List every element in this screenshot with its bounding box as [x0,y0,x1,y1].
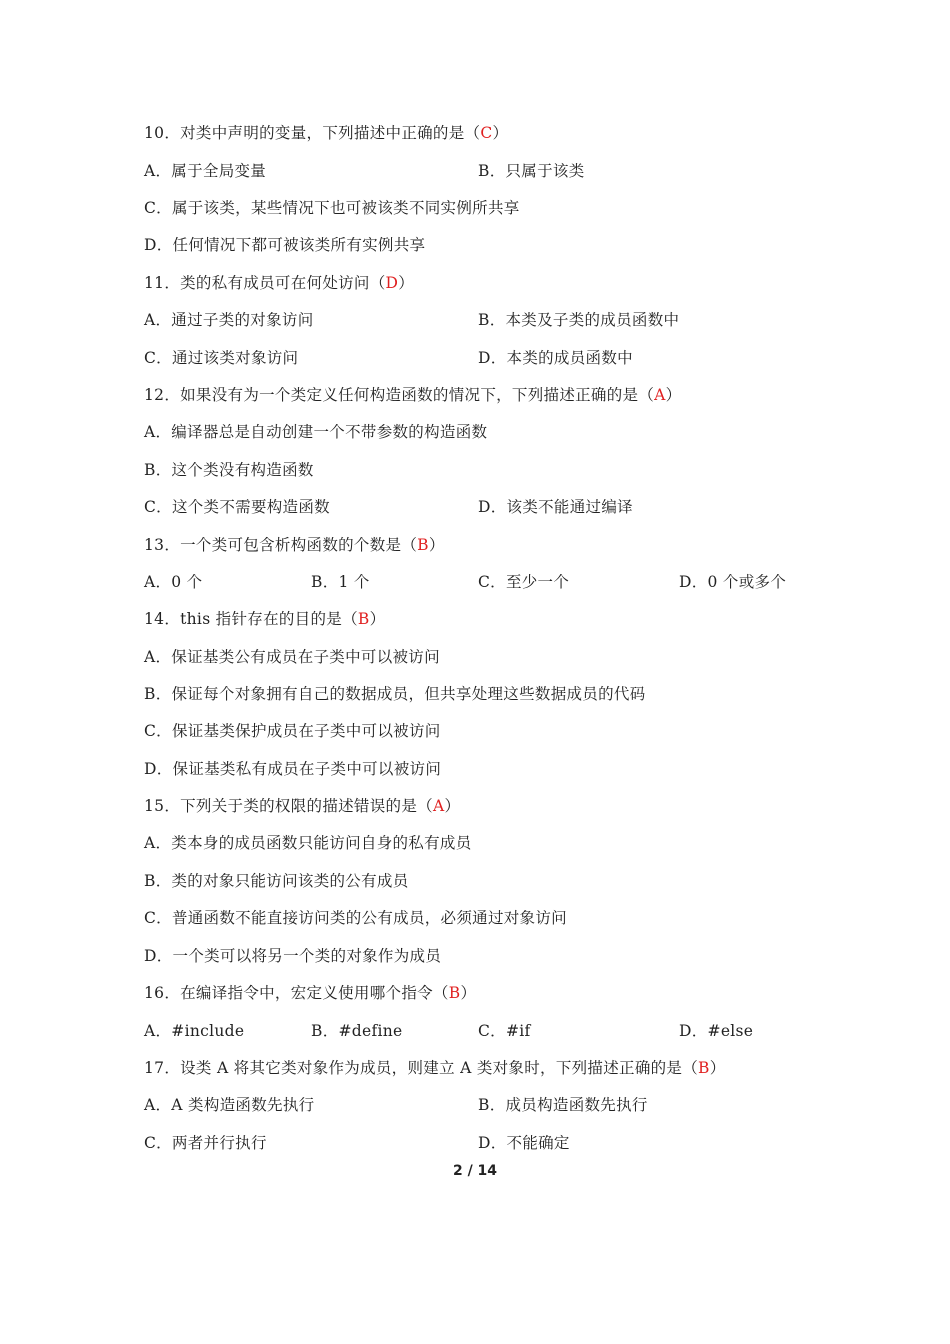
answer-key: C [480,124,493,142]
answer-key: B [357,610,370,628]
option-a: A．0 个 [144,573,203,591]
option-a: A．A 类构造函数先执行 [144,1096,315,1114]
answer-key: A [654,386,666,404]
option-b: B．#define [311,1022,403,1040]
option-a: A．编译器总是自动创建一个不带参数的构造函数 [144,423,488,441]
question-10-stem: 10．对类中声明的变量，下列描述中正确的是（C） [144,124,509,142]
option-c: C．至少一个 [478,573,570,591]
option-d: D．0 个或多个 [679,573,787,591]
option-c: C．普通函数不能直接访问类的公有成员，必须通过对象访问 [144,909,567,927]
option-b: B．本类及子类的成员函数中 [478,311,680,329]
option-d: D．本类的成员函数中 [478,349,633,367]
answer-key: B [448,984,461,1002]
answer-key: D [385,274,399,292]
option-d: D．一个类可以将另一个类的对象作为成员 [144,947,442,965]
option-b: B．1 个 [311,573,370,591]
question-15-stem: 15．下列关于类的权限的描述错误的是（A） [144,797,461,815]
option-a: A．类本身的成员函数只能访问自身的私有成员 [144,834,472,852]
option-b: B．成员构造函数先执行 [478,1096,648,1114]
option-c: C．两者并行执行 [144,1134,267,1152]
option-c: C．属于该类，某些情况下也可被该类不同实例所共享 [144,199,520,217]
option-c: C．保证基类保护成员在子类中可以被访问 [144,722,441,740]
answer-key: B [698,1059,710,1077]
question-13-stem: 13．一个类可包含析构函数的个数是（B） [144,536,445,554]
option-b: B．保证每个对象拥有自己的数据成员，但共享处理这些数据成员的代码 [144,685,646,703]
option-b: B．类的对象只能访问该类的公有成员 [144,872,409,890]
option-d: D．保证基类私有成员在子类中可以被访问 [144,760,442,778]
answer-key: A [432,797,445,815]
option-c: C．这个类不需要构造函数 [144,498,330,516]
option-a: A．通过子类的对象访问 [144,311,314,329]
question-14-stem: 14．this 指针存在的目的是（B） [144,610,386,628]
option-a: A．属于全局变量 [144,162,267,180]
option-d: D．该类不能通过编译 [478,498,633,516]
option-d: D．#else [679,1022,754,1040]
option-d: D．任何情况下都可被该类所有实例共享 [144,236,426,254]
question-16-stem: 16．在编译指令中，宏定义使用哪个指令（B） [144,984,477,1002]
page-number: 2 / 14 [452,1163,498,1179]
question-11-stem: 11．类的私有成员可在何处访问（D） [144,274,415,292]
answer-key: B [417,536,429,554]
option-c: C．#if [478,1022,531,1040]
question-12-stem: 12．如果没有为一个类定义任何构造函数的情况下，下列描述正确的是（A） [144,386,682,404]
option-c: C．通过该类对象访问 [144,349,299,367]
option-d: D．不能确定 [478,1134,570,1152]
option-a: A．#include [144,1022,245,1040]
option-b: B．这个类没有构造函数 [144,461,314,479]
option-b: B．只属于该类 [478,162,585,180]
option-a: A．保证基类公有成员在子类中可以被访问 [144,648,440,666]
question-17-stem: 17．设类 A 将其它类对象作为成员，则建立 A 类对象时，下列描述正确的是（B） [144,1059,726,1077]
